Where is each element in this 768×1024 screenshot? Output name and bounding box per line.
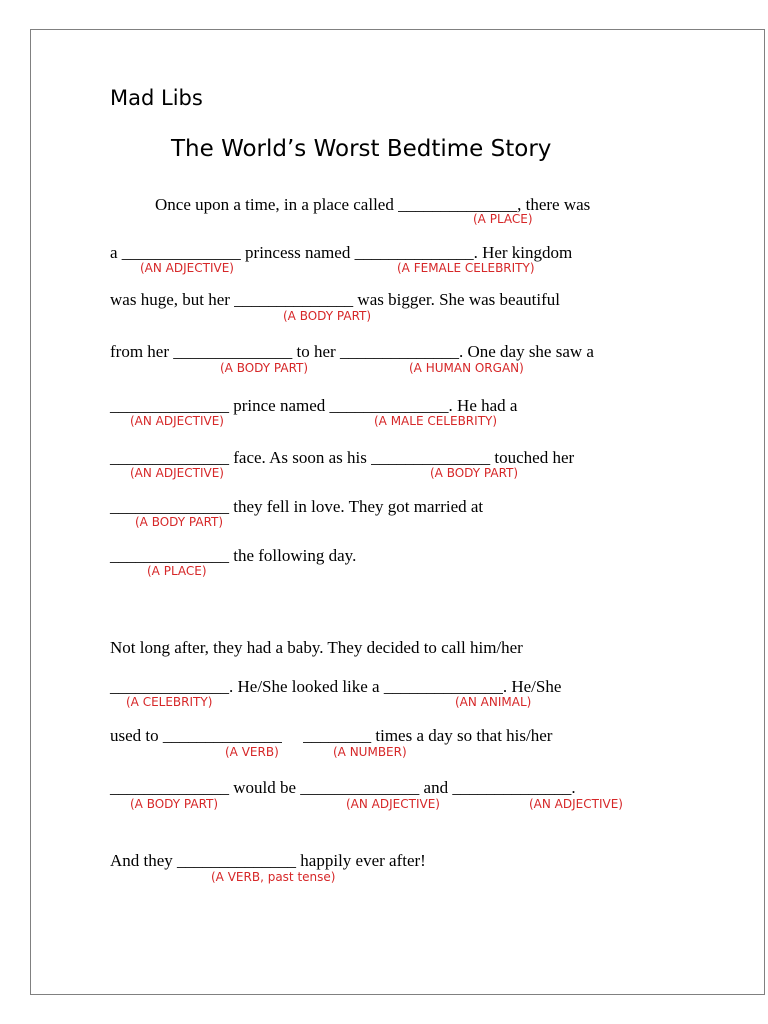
- hint-body-part-1: (A BODY PART): [283, 309, 372, 323]
- hint-number: (A NUMBER): [333, 745, 407, 759]
- blank-place-1[interactable]: ______________: [398, 195, 518, 214]
- blank-male-celebrity[interactable]: ______________: [329, 396, 449, 415]
- blank-adjective-5[interactable]: ______________: [452, 778, 572, 797]
- story-line-11: used to ______________ ________ times a day so that his/her: [110, 726, 553, 745]
- story-line-1: Once upon a time, in a place called ______________, there was: [155, 195, 591, 214]
- blank-body-part-2[interactable]: ______________: [173, 342, 293, 361]
- story-line-13: And they ______________ happily ever after!: [110, 851, 426, 870]
- story-line-6: ______________ face. As soon as his ______________ touched her: [110, 448, 575, 467]
- blank-celebrity[interactable]: ______________: [110, 677, 229, 696]
- blank-adjective-4[interactable]: ______________: [300, 778, 420, 797]
- story-line-8: ______________ the following day.: [110, 546, 357, 565]
- story-line-12: ______________ would be ______________ and ______________.: [110, 778, 576, 797]
- story-line-3: was huge, but her ______________ was bigger. She was beautiful: [110, 290, 560, 309]
- blank-verb[interactable]: ______________: [162, 726, 282, 745]
- blank-adjective-3[interactable]: ______________: [110, 448, 229, 467]
- hint-adjective-5: (AN ADJECTIVE): [529, 797, 623, 811]
- blank-body-part-4[interactable]: ______________: [110, 497, 229, 516]
- hint-adjective-2: (AN ADJECTIVE): [130, 414, 224, 428]
- story-line-2: a ______________ princess named ______________. Her kingdom: [110, 243, 573, 262]
- story-line-9: Not long after, they had a baby. They decided to call him/her: [110, 638, 523, 657]
- hint-adjective-1: (AN ADJECTIVE): [140, 261, 234, 275]
- blank-number[interactable]: ________: [303, 726, 372, 745]
- blank-female-celebrity[interactable]: ______________: [354, 243, 474, 262]
- hint-verb: (A VERB): [225, 745, 279, 759]
- hint-celebrity: (A CELEBRITY): [126, 695, 213, 709]
- story-line-10: ______________. He/She looked like a ______________. He/She: [110, 677, 562, 696]
- blank-body-part-3[interactable]: ______________: [371, 448, 491, 467]
- blank-body-part-5[interactable]: ______________: [110, 778, 229, 797]
- story-title: The World’s Worst Bedtime Story: [171, 136, 552, 162]
- blank-adjective-2[interactable]: ______________: [110, 396, 229, 415]
- worksheet-header: Mad Libs: [110, 86, 203, 110]
- hint-body-part-3: (A BODY PART): [430, 466, 519, 480]
- hint-adjective-3: (AN ADJECTIVE): [130, 466, 224, 480]
- hint-human-organ: (A HUMAN ORGAN): [409, 361, 524, 375]
- hint-place-2: (A PLACE): [147, 564, 207, 578]
- blank-animal[interactable]: ______________: [383, 677, 503, 696]
- blank-place-2[interactable]: ______________: [110, 546, 229, 565]
- hint-verb-past-tense: (A VERB, past tense): [211, 870, 336, 884]
- hint-body-part-4: (A BODY PART): [135, 515, 224, 529]
- hint-male-celebrity: (A MALE CELEBRITY): [374, 414, 498, 428]
- hint-place-1: (A PLACE): [473, 212, 533, 226]
- story-line-4: from her ______________ to her ______________. One day she saw a: [110, 342, 594, 361]
- story-line-5: ______________ prince named ______________. He had a: [110, 396, 518, 415]
- hint-body-part-2: (A BODY PART): [220, 361, 309, 375]
- blank-body-part-1[interactable]: ______________: [234, 290, 354, 309]
- story-line-7: ______________ they fell in love. They got married at: [110, 497, 484, 516]
- blank-verb-past[interactable]: ______________: [177, 851, 297, 870]
- blank-human-organ[interactable]: ______________: [339, 342, 459, 361]
- hint-female-celebrity: (A FEMALE CELEBRITY): [397, 261, 535, 275]
- hint-adjective-4: (AN ADJECTIVE): [346, 797, 440, 811]
- hint-animal: (AN ANIMAL): [455, 695, 532, 709]
- blank-adjective-1[interactable]: ______________: [121, 243, 241, 262]
- hint-body-part-5: (A BODY PART): [130, 797, 219, 811]
